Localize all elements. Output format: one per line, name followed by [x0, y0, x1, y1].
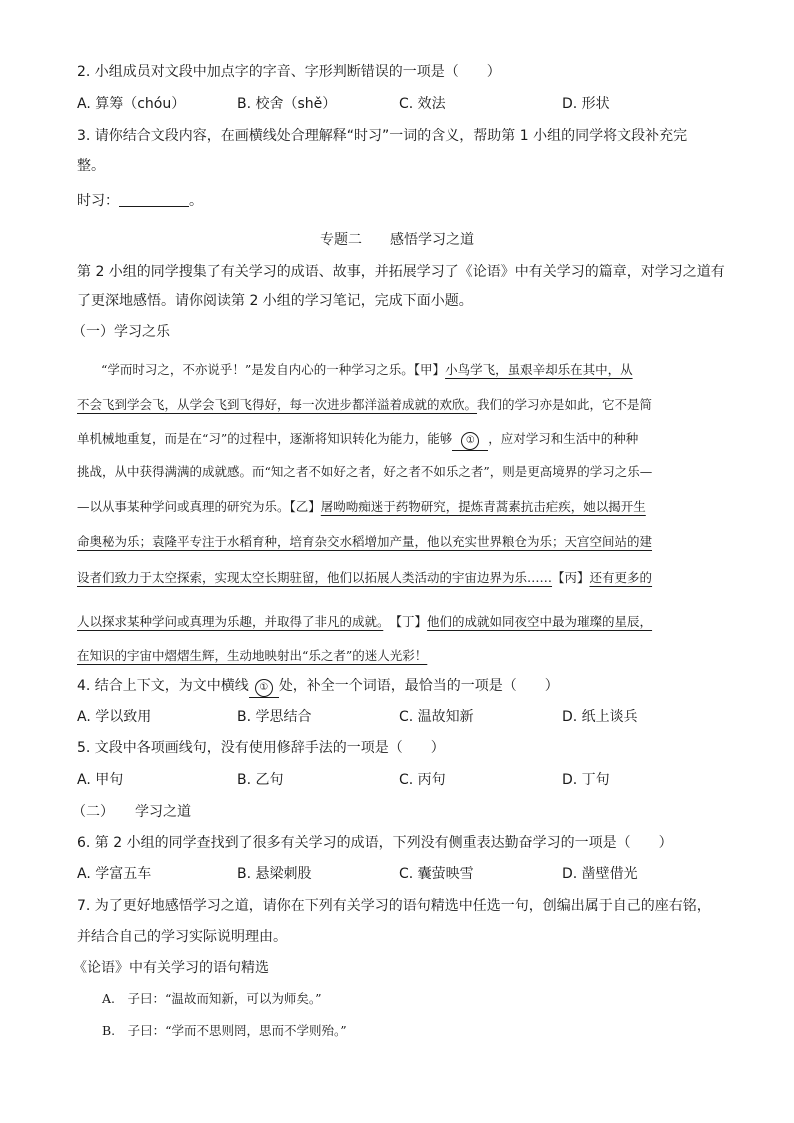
question-4-options — [77, 707, 717, 727]
option-c[interactable]: C. 囊萤映雪 — [399, 866, 474, 882]
passage-line-9: 在知识的宇宙中熠熠生辉，生动地映射出“乐之者”的迷人光彩！ — [77, 648, 428, 663]
option-c[interactable]: C. 效法 — [399, 96, 446, 112]
passage-line-2: 不会飞到学会飞，从学会飞到飞得好，每一次进步都洋溢着成就的欢欣。我们的学习亦是如此，它不是简 — [77, 397, 653, 412]
option-d[interactable]: D. 纸上谈兵 — [562, 709, 638, 725]
question-3-answer: 时习： 。 — [77, 193, 203, 209]
question-2-stem: 2. 小组成员对文段中加点字的字音、字形判断错误的一项是（ ） — [77, 64, 501, 80]
topic-2-title: 专题二 感悟学习之道 — [320, 232, 474, 248]
passage-line-8: 人以探求某种学问或真理为乐趣，并取得了非凡的成就。 【丁】他们的成就如同夜空中最为璀璨的星辰， — [77, 614, 653, 629]
question-5-options — [77, 770, 717, 790]
option-a[interactable]: A. 甲句 — [77, 772, 124, 788]
question-3-stem-line2: 整。 — [77, 158, 105, 174]
option-a[interactable]: A. 学以致用 — [77, 709, 152, 725]
question-3-stem-line1: 3. 请你结合文段内容，在画横线处合理解释“时习”一词的含义，帮助第 1 小组的同学将文段补充完 — [77, 128, 688, 144]
passage-line-7: 设者们致力于太空探索，实现太空长期驻留，他们以拓展人类活动的宇宙边界为乐……【丙】还有更多的 — [77, 570, 653, 585]
section-2-heading: （二） 学习之道 — [72, 804, 191, 820]
marker-ding: 【丁】 — [395, 614, 428, 629]
marker-yi: 【乙】 — [289, 499, 321, 514]
circled-number-1: ① — [461, 432, 479, 450]
answer-label: 时习： — [77, 193, 119, 209]
option-a[interactable]: A. 学富五车 — [77, 866, 152, 882]
underlined-sentence-ding: 他们的成就如同夜空中最为璀璨的星辰， — [427, 614, 653, 629]
quote-a: A. 子曰：“温故而知新，可以为师矣。” — [102, 991, 322, 1006]
passage-line-3: 单机械地重复，而是在“习”的过程中，逐渐将知识转化为能力，能够 ① ，应对学习和生活中的种种 — [77, 429, 717, 451]
marker-bing: 【丙】 — [552, 570, 590, 585]
answer-blank[interactable] — [119, 192, 189, 207]
question-6-stem: 6. 第 2 小组的同学查找到了很多有关学习的成语，下列没有侧重表达勤奋学习的一项是（ ） — [77, 835, 673, 851]
option-d[interactable]: D. 凿壁借光 — [562, 866, 638, 882]
option-b[interactable]: B. 乙句 — [237, 772, 284, 788]
underlined-sentence-yi: 屠呦呦痴迷于药物研究，提炼青蒿素抗击疟疾，她以揭开生 — [320, 499, 646, 514]
question-2-options — [77, 94, 717, 114]
option-c[interactable]: C. 丙句 — [399, 772, 446, 788]
passage-line-6: 命奥秘为乐；袁隆平专注于水稻育种，培育杂交水稻增加产量，他以充实世界粮仓为乐；天宫空间站的建 — [77, 534, 653, 549]
quote-b: B. 子曰：“学而不思则罔，思而不学则殆。” — [102, 1023, 347, 1038]
passage-line-1: “学而时习之，不亦说乎！”是发自内心的一种学习之乐。【甲】小鸟学飞，虽艰辛却乐在其中，从 — [101, 362, 633, 377]
option-d[interactable]: D. 丁句 — [562, 772, 610, 788]
section-1-heading: （一）学习之乐 — [72, 324, 170, 340]
topic-2-intro-line1: 第 2 小组的同学搜集了有关学习的成语、故事，并拓展学习了《论语》中有关学习的篇章，对学习之道有 — [77, 264, 725, 280]
option-d[interactable]: D. 形状 — [562, 96, 610, 112]
marker-jia: 【甲】 — [413, 362, 446, 377]
question-6-options — [77, 864, 717, 884]
question-5-stem: 5. 文段中各项画线句，没有使用修辞手法的一项是（ ） — [77, 740, 445, 756]
question-4-stem: 4. 结合上下文，为文中横线 ① 处，补全一个词语，最恰当的一项是（ ） — [77, 676, 559, 698]
topic-2-intro-line2: 了更深地感悟。请你阅读第 2 小组的学习笔记，完成下面小题。 — [77, 293, 473, 309]
question-7-stem-line1: 7. 为了更好地感悟学习之道，请你在下列有关学习的语句精选中任选一句，创编出属于自己的座右铭， — [77, 898, 711, 914]
blank-1[interactable] — [452, 429, 488, 451]
passage-line-5: —以从事某种学问或真理的研究为乐。【乙】屠呦呦痴迷于药物研究，提炼青蒿素抗击疟疾，她以揭开生 — [77, 499, 646, 514]
option-b[interactable]: B. 学思结合 — [237, 709, 312, 725]
option-a[interactable]: A. 算筹（chóu） — [77, 96, 186, 112]
underlined-sentence-jia: 小鸟学飞，虽艰辛却乐在其中，从 — [445, 362, 633, 377]
option-c[interactable]: C. 温故知新 — [399, 709, 474, 725]
blank-ref-1: ① — [249, 676, 279, 698]
quotes-heading: 《论语》中有关学习的语句精选 — [73, 960, 269, 976]
underlined-sentence-bing: 还有更多的 — [589, 570, 653, 585]
passage-line-4: 挑战，从中获得满满的成就感。而“知之者不如好之者，好之者不如乐之者”，则是更高境界的学习之乐— — [77, 464, 653, 479]
option-b[interactable]: B. 校舍（shě） — [237, 96, 337, 112]
question-7-stem-line2: 并结合自己的学习实际说明理由。 — [77, 929, 287, 945]
option-b[interactable]: B. 悬梁刺股 — [237, 866, 312, 882]
